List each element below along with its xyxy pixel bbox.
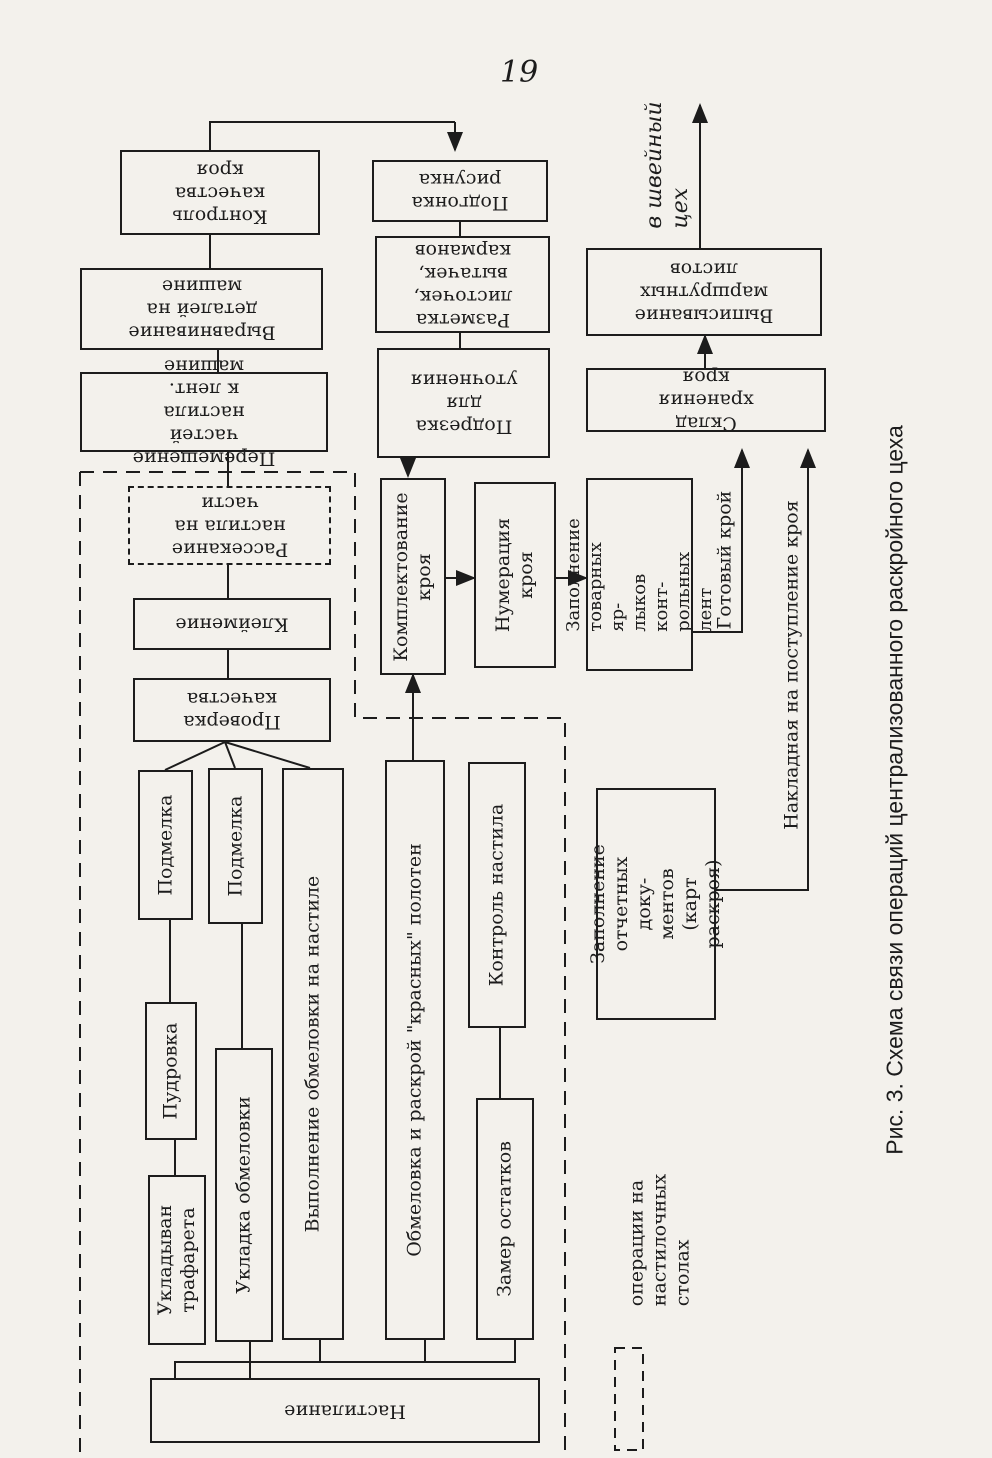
box-vypisyvanie-text: Выписывание маршрутных листов (634, 258, 774, 327)
box-razmetka (375, 236, 550, 333)
legend-dashed-box-icon (612, 1345, 648, 1455)
label-v-shveyny-tsekh: в швейный цех (642, 101, 693, 229)
box-vypolnenie-obmelovki-text: Выполнение обмеловки на настиле (301, 875, 324, 1233)
box-sklad-khraneniya-text: Склад хранения кроя (658, 366, 754, 435)
box-ukladka-obmelovki-text: Укладка обмеловки (232, 1096, 255, 1294)
box-ukladyvanie-trafareta-text: Укладыван трафарета (154, 1204, 199, 1316)
box-nastilanie-text: Настилание (284, 1400, 406, 1422)
box-podmelka-2 (208, 768, 263, 924)
box-podrezka-text: Подрезка для уточнения (410, 369, 517, 438)
box-podgonka-risunka-text: Подгонка рисунка (411, 169, 509, 214)
box-zapolnenie-yarlykov (562, 478, 716, 671)
box-podgonka-risunka (372, 160, 548, 222)
box-vypolnenie-obmelovki (282, 768, 344, 1340)
label-gotovy-kroy: Готовый крой (713, 490, 736, 630)
box-kontrol-nastila-text: Контроль настила (485, 803, 508, 987)
box-peremeshchenie-text: Перемещение частей настила к лент. машине (132, 355, 276, 470)
box-obmelovka-raskroy (385, 760, 445, 1340)
box-sklad-khraneniya (586, 366, 826, 435)
box-komplektovanie-text: Комплектование кроя (390, 491, 435, 662)
box-vyravnivanie (80, 268, 323, 350)
figure-caption: Рис. 3. Схема связи операций централизованного раскройного цеха (881, 425, 908, 1155)
box-numeratsiya (474, 482, 556, 668)
box-vyravnivanie-text: Выравнивание деталей на машине (127, 275, 276, 344)
box-kontrol-nastila (468, 762, 526, 1028)
box-obmelovka-raskroy-text: Обмеловка и раскрой "красных" полотен (403, 843, 426, 1257)
box-kleymenie (133, 598, 331, 650)
box-numeratsiya-text: Нумерация кроя (492, 517, 537, 633)
box-kleymenie-text: Клеймение (175, 613, 289, 636)
box-proverka-kachestva (133, 678, 331, 742)
page-number: 19 (500, 55, 539, 90)
box-zapolnenie-dokumentov (587, 788, 724, 1020)
box-pudrovka-text: Пудровка (159, 1022, 182, 1120)
box-ukladka-obmelovki (215, 1048, 273, 1342)
box-kontrol-kachestva-kroya (120, 150, 320, 235)
box-zamer-ostatkov-text: Замер остатков (493, 1141, 516, 1297)
box-zapolnenie-yarlykov-text: Заполнение товарных яр- лыков конт- рольных лент (562, 517, 716, 632)
box-razmetka-text: Разметка листочек, вытачек, карманов (412, 239, 513, 331)
box-rassekanie-text: Рассекание настила на части (171, 492, 288, 560)
box-vypisyvanie (586, 248, 822, 336)
box-rassekanie (128, 486, 331, 565)
box-proverka-kachestva-text: Проверка качества (183, 688, 281, 733)
box-kontrol-kachestva-kroya-text: Контроль качества кроя (172, 159, 268, 227)
box-pudrovka (145, 1002, 197, 1140)
box-ukladyvanie-trafareta (148, 1175, 206, 1345)
box-zapolnenie-dokumentov-text: Заполнение отчетных доку- ментов (карт раскроя) (587, 844, 724, 964)
box-podmelka-1 (138, 770, 193, 920)
box-podrezka (377, 348, 550, 458)
legend-text: операции на настилочных столах (625, 1173, 694, 1307)
box-podmelka-2-text: Подмелка (224, 795, 246, 897)
label-nakladnaya: Накладная на поступление кроя (780, 500, 803, 830)
box-podmelka-1-text: Подмелка (154, 794, 176, 896)
box-komplektovanie (380, 478, 446, 675)
box-zamer-ostatkov (476, 1098, 534, 1340)
box-nastilanie (150, 1378, 540, 1443)
box-peremeshchenie (80, 355, 328, 470)
